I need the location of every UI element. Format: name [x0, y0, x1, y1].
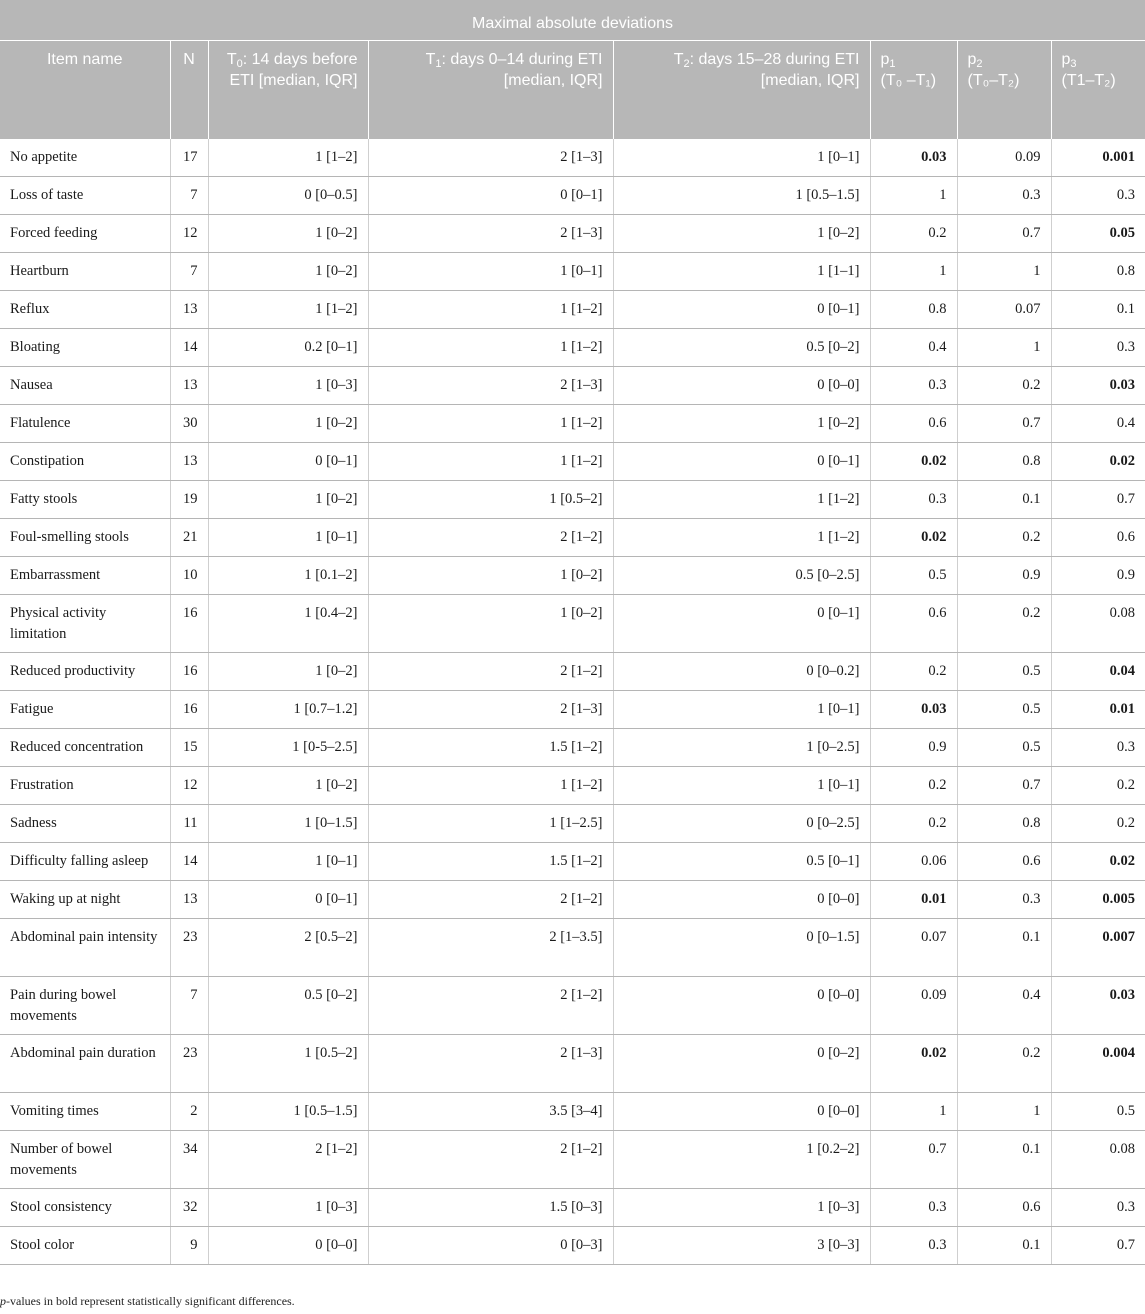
- cell-t1: 2 [1–2]: [368, 881, 613, 919]
- cell-item: Abdominal pain intensity: [0, 919, 170, 977]
- cell-t2: 1 [0–1]: [613, 691, 870, 729]
- header-p3: $p_3$ (T1–T₂): [1051, 41, 1145, 139]
- cell-t2: 1 [0–1]: [613, 767, 870, 805]
- cell-p1: 0.6: [870, 405, 957, 443]
- table-row: [0, 291, 1145, 329]
- footnote-text: -values in bold represent statistically significant differences.: [6, 1294, 295, 1308]
- table-row: [0, 329, 1145, 367]
- table-row: [0, 443, 1145, 481]
- table-row: [0, 881, 1145, 919]
- cell-p3: 0.007: [1051, 919, 1145, 977]
- cell-p3: 0.03: [1051, 977, 1145, 1035]
- cell-p3: 0.04: [1051, 653, 1145, 691]
- table-row: [0, 367, 1145, 405]
- cell-p2: 0.5: [957, 691, 1051, 729]
- cell-p3: 0.01: [1051, 691, 1145, 729]
- cell-p2: 0.8: [957, 443, 1051, 481]
- cell-t2: 0 [0–1]: [613, 443, 870, 481]
- cell-t1: 2 [1–3]: [368, 691, 613, 729]
- header-n: N: [170, 41, 208, 139]
- cell-t2: 1 [0–2]: [613, 405, 870, 443]
- cell-p1: 0.8: [870, 291, 957, 329]
- cell-n: 2: [170, 1093, 208, 1131]
- cell-t0: 2 [0.5–2]: [208, 919, 368, 977]
- cell-p2: 0.3: [957, 177, 1051, 215]
- cell-n: 16: [170, 595, 208, 653]
- cell-p3: 0.08: [1051, 595, 1145, 653]
- cell-item: Waking up at night: [0, 881, 170, 919]
- cell-n: 9: [170, 1227, 208, 1265]
- cell-item: No appetite: [0, 139, 170, 177]
- cell-t0: 0.5 [0–2]: [208, 977, 368, 1035]
- cell-t0: 1 [0–2]: [208, 481, 368, 519]
- cell-t2: 0 [0–1]: [613, 595, 870, 653]
- cell-n: 10: [170, 557, 208, 595]
- cell-t1: 1 [0–2]: [368, 595, 613, 653]
- cell-item: Forced feeding: [0, 215, 170, 253]
- cell-t1: 2 [1–2]: [368, 1131, 613, 1189]
- cell-t2: 0 [0–0]: [613, 977, 870, 1035]
- cell-p3: 0.004: [1051, 1035, 1145, 1093]
- cell-t0: 1 [0–3]: [208, 367, 368, 405]
- table-row: [0, 1093, 1145, 1131]
- cell-t2: 0 [0–1]: [613, 291, 870, 329]
- cell-p2: 0.3: [957, 881, 1051, 919]
- cell-p3: 0.3: [1051, 1189, 1145, 1227]
- table-row: [0, 215, 1145, 253]
- cell-t2: 1 [0–2.5]: [613, 729, 870, 767]
- cell-item: Reflux: [0, 291, 170, 329]
- cell-p3: 0.03: [1051, 367, 1145, 405]
- cell-p1: 0.02: [870, 443, 957, 481]
- cell-item: Reduced productivity: [0, 653, 170, 691]
- cell-t2: 0 [0–0.2]: [613, 653, 870, 691]
- cell-t1: 2 [1–3.5]: [368, 919, 613, 977]
- cell-item: Loss of taste: [0, 177, 170, 215]
- cell-item: Nausea: [0, 367, 170, 405]
- cell-item: Stool consistency: [0, 1189, 170, 1227]
- cell-n: 21: [170, 519, 208, 557]
- table-row: [0, 1189, 1145, 1227]
- cell-p3: 0.4: [1051, 405, 1145, 443]
- cell-item: Fatigue: [0, 691, 170, 729]
- cell-t2: 0.5 [0–2.5]: [613, 557, 870, 595]
- cell-p2: 0.6: [957, 843, 1051, 881]
- table-row: [0, 1035, 1145, 1093]
- cell-t0: 0 [0–0]: [208, 1227, 368, 1265]
- cell-item: Abdominal pain duration: [0, 1035, 170, 1093]
- cell-n: 19: [170, 481, 208, 519]
- cell-t0: 1 [0–2]: [208, 653, 368, 691]
- cell-item: Reduced concentration: [0, 729, 170, 767]
- cell-p2: 0.7: [957, 215, 1051, 253]
- cell-item: Physical activity limitation: [0, 595, 170, 653]
- cell-p1: 0.2: [870, 653, 957, 691]
- cell-t2: 0 [0–0]: [613, 1093, 870, 1131]
- cell-p2: 0.5: [957, 653, 1051, 691]
- cell-item: Foul-smelling stools: [0, 519, 170, 557]
- cell-p1: 0.3: [870, 367, 957, 405]
- cell-t0: 1 [0.1–2]: [208, 557, 368, 595]
- cell-n: 23: [170, 919, 208, 977]
- cell-n: 13: [170, 443, 208, 481]
- table-row: [0, 919, 1145, 977]
- table-row: [0, 977, 1145, 1035]
- cell-t1: 1 [1–2]: [368, 443, 613, 481]
- cell-t0: 0 [0–0.5]: [208, 177, 368, 215]
- cell-t2: 0.5 [0–2]: [613, 329, 870, 367]
- cell-p2: 0.4: [957, 977, 1051, 1035]
- cell-p3: 0.001: [1051, 139, 1145, 177]
- cell-p2: 0.1: [957, 481, 1051, 519]
- cell-p1: 0.3: [870, 1227, 957, 1265]
- cell-t0: 1 [0–2]: [208, 405, 368, 443]
- cell-item: Sadness: [0, 805, 170, 843]
- cell-t0: 1 [0–1]: [208, 519, 368, 557]
- table-row: [0, 767, 1145, 805]
- cell-item: Fatty stools: [0, 481, 170, 519]
- cell-p1: 1: [870, 1093, 957, 1131]
- cell-t1: 2 [1–2]: [368, 519, 613, 557]
- cell-p1: 0.6: [870, 595, 957, 653]
- cell-p2: 0.7: [957, 405, 1051, 443]
- header-t2: $T_2$: days 15–28 during ETI [median, IQR]: [613, 41, 870, 139]
- cell-t1: 2 [1–3]: [368, 367, 613, 405]
- cell-p2: 0.2: [957, 1035, 1051, 1093]
- cell-n: 30: [170, 405, 208, 443]
- cell-t1: 2 [1–3]: [368, 1035, 613, 1093]
- cell-p3: 0.2: [1051, 805, 1145, 843]
- cell-p1: 1: [870, 253, 957, 291]
- cell-p3: 0.005: [1051, 881, 1145, 919]
- cell-p3: 0.08: [1051, 1131, 1145, 1189]
- cell-p1: 0.2: [870, 805, 957, 843]
- cell-t2: 1 [0.5–1.5]: [613, 177, 870, 215]
- cell-t2: 1 [0–1]: [613, 139, 870, 177]
- table-row: [0, 177, 1145, 215]
- cell-p3: 0.6: [1051, 519, 1145, 557]
- cell-p1: 0.2: [870, 767, 957, 805]
- cell-n: 12: [170, 767, 208, 805]
- cell-t1: 1.5 [0–3]: [368, 1189, 613, 1227]
- cell-p3: 0.7: [1051, 1227, 1145, 1265]
- cell-p3: 0.9: [1051, 557, 1145, 595]
- cell-t1: 2 [1–2]: [368, 653, 613, 691]
- cell-p1: 0.02: [870, 1035, 957, 1093]
- cell-n: 7: [170, 977, 208, 1035]
- cell-p1: 0.03: [870, 691, 957, 729]
- cell-n: 23: [170, 1035, 208, 1093]
- cell-item: Constipation: [0, 443, 170, 481]
- cell-p1: 0.2: [870, 215, 957, 253]
- cell-t2: 1 [0–2]: [613, 215, 870, 253]
- table-row: [0, 405, 1145, 443]
- cell-p2: 0.9: [957, 557, 1051, 595]
- cell-n: 15: [170, 729, 208, 767]
- cell-t0: 1 [0.4–2]: [208, 595, 368, 653]
- table-row: [0, 653, 1145, 691]
- cell-n: 13: [170, 291, 208, 329]
- cell-t1: 2 [1–2]: [368, 977, 613, 1035]
- cell-n: 17: [170, 139, 208, 177]
- cell-p2: 0.1: [957, 919, 1051, 977]
- cell-p3: 0.7: [1051, 481, 1145, 519]
- cell-p2: 0.2: [957, 595, 1051, 653]
- table-row: [0, 139, 1145, 177]
- cell-n: 13: [170, 367, 208, 405]
- cell-t0: 1 [0–1.5]: [208, 805, 368, 843]
- cell-n: 11: [170, 805, 208, 843]
- cell-n: 7: [170, 253, 208, 291]
- cell-p1: 0.09: [870, 977, 957, 1035]
- cell-t2: 0 [0–2.5]: [613, 805, 870, 843]
- table-row: [0, 691, 1145, 729]
- cell-p1: 0.03: [870, 139, 957, 177]
- cell-item: Number of bowel movements: [0, 1131, 170, 1189]
- cell-p3: 0.8: [1051, 253, 1145, 291]
- cell-t1: 1.5 [1–2]: [368, 843, 613, 881]
- cell-t1: 1 [0.5–2]: [368, 481, 613, 519]
- cell-item: Bloating: [0, 329, 170, 367]
- cell-n: 14: [170, 843, 208, 881]
- cell-item: Flatulence: [0, 405, 170, 443]
- cell-n: 34: [170, 1131, 208, 1189]
- cell-t1: 0 [0–3]: [368, 1227, 613, 1265]
- header-p2: $p_2$ (T₀–T₂): [957, 41, 1051, 139]
- cell-p2: 0.7: [957, 767, 1051, 805]
- cell-t1: 2 [1–3]: [368, 139, 613, 177]
- table-row: [0, 557, 1145, 595]
- cell-p3: 0.05: [1051, 215, 1145, 253]
- cell-p3: 0.2: [1051, 767, 1145, 805]
- cell-p2: 0.09: [957, 139, 1051, 177]
- header-item-name: Item name: [0, 41, 170, 139]
- cell-t2: 1 [0.2–2]: [613, 1131, 870, 1189]
- cell-p1: 0.4: [870, 329, 957, 367]
- table-row: [0, 805, 1145, 843]
- cell-item: Embarrassment: [0, 557, 170, 595]
- table-row: [0, 519, 1145, 557]
- cell-n: 32: [170, 1189, 208, 1227]
- cell-p2: 0.5: [957, 729, 1051, 767]
- cell-t1: 1 [0–2]: [368, 557, 613, 595]
- cell-t1: 1 [1–2]: [368, 767, 613, 805]
- cell-item: Heartburn: [0, 253, 170, 291]
- cell-n: 12: [170, 215, 208, 253]
- cell-p3: 0.5: [1051, 1093, 1145, 1131]
- cell-t1: 2 [1–3]: [368, 215, 613, 253]
- table-row: [0, 481, 1145, 519]
- cell-t0: 1 [0.5–1.5]: [208, 1093, 368, 1131]
- cell-p2: 0.1: [957, 1227, 1051, 1265]
- cell-t1: 3.5 [3–4]: [368, 1093, 613, 1131]
- table-row: [0, 1131, 1145, 1189]
- cell-p2: 0.8: [957, 805, 1051, 843]
- header-p1: $p_1$ (T₀ –T₁): [870, 41, 957, 139]
- cell-item: Vomiting times: [0, 1093, 170, 1131]
- cell-t0: 0.2 [0–1]: [208, 329, 368, 367]
- table-row: [0, 253, 1145, 291]
- cell-t2: 1 [1–2]: [613, 481, 870, 519]
- cell-t1: 1 [1–2]: [368, 291, 613, 329]
- cell-p1: 0.02: [870, 519, 957, 557]
- cell-n: 7: [170, 177, 208, 215]
- footnote-italic: p: [0, 1294, 6, 1308]
- cell-t2: 1 [0–3]: [613, 1189, 870, 1227]
- cell-item: Frustration: [0, 767, 170, 805]
- cell-item: Difficulty falling asleep: [0, 843, 170, 881]
- cell-p2: 0.2: [957, 519, 1051, 557]
- cell-p2: 0.07: [957, 291, 1051, 329]
- cell-t0: 1 [0-5–2.5]: [208, 729, 368, 767]
- cell-t2: 0 [0–0]: [613, 881, 870, 919]
- cell-t0: 2 [1–2]: [208, 1131, 368, 1189]
- table-row: [0, 843, 1145, 881]
- cell-item: Stool color: [0, 1227, 170, 1265]
- cell-p3: 0.02: [1051, 443, 1145, 481]
- cell-p3: 0.3: [1051, 177, 1145, 215]
- cell-p2: 0.1: [957, 1131, 1051, 1189]
- cell-p1: 0.07: [870, 919, 957, 977]
- cell-t1: 1 [1–2]: [368, 405, 613, 443]
- cell-p3: 0.1: [1051, 291, 1145, 329]
- cell-p2: 1: [957, 253, 1051, 291]
- cell-t0: 1 [0–2]: [208, 253, 368, 291]
- cell-t0: 1 [1–2]: [208, 139, 368, 177]
- cell-n: 14: [170, 329, 208, 367]
- cell-t1: 1.5 [1–2]: [368, 729, 613, 767]
- cell-t1: 1 [1–2]: [368, 329, 613, 367]
- cell-n: 16: [170, 691, 208, 729]
- cell-p3: 0.3: [1051, 329, 1145, 367]
- cell-item: Pain during bowel movements: [0, 977, 170, 1035]
- cell-t1: 1 [1–2.5]: [368, 805, 613, 843]
- header-t1: $T_1$: days 0–14 during ETI [median, IQR]: [368, 41, 613, 139]
- cell-t0: 1 [0.7–1.2]: [208, 691, 368, 729]
- cell-p2: 0.6: [957, 1189, 1051, 1227]
- cell-p2: 1: [957, 1093, 1051, 1131]
- cell-t0: 1 [0.5–2]: [208, 1035, 368, 1093]
- cell-p1: 0.06: [870, 843, 957, 881]
- cell-t2: 1 [1–2]: [613, 519, 870, 557]
- header-t0: $T_0$: 14 days before ETI [median, IQR]: [208, 41, 368, 139]
- cell-p3: 0.3: [1051, 729, 1145, 767]
- cell-n: 16: [170, 653, 208, 691]
- cell-p2: 0.2: [957, 367, 1051, 405]
- cell-p1: 0.7: [870, 1131, 957, 1189]
- cell-p1: 0.3: [870, 1189, 957, 1227]
- cell-t2: 0 [0–1.5]: [613, 919, 870, 977]
- cell-n: 13: [170, 881, 208, 919]
- cell-t0: 1 [0–1]: [208, 843, 368, 881]
- cell-t0: 1 [0–3]: [208, 1189, 368, 1227]
- cell-p1: 0.5: [870, 557, 957, 595]
- cell-t2: 0.5 [0–1]: [613, 843, 870, 881]
- table-row: [0, 1227, 1145, 1265]
- cell-t0: 1 [0–2]: [208, 215, 368, 253]
- cell-p2: 1: [957, 329, 1051, 367]
- footnote: [0, 1294, 295, 1314]
- cell-t1: 0 [0–1]: [368, 177, 613, 215]
- cell-p1: 0.01: [870, 881, 957, 919]
- cell-t2: 3 [0–3]: [613, 1227, 870, 1265]
- cell-t2: 1 [1–1]: [613, 253, 870, 291]
- cell-t0: 1 [0–2]: [208, 767, 368, 805]
- cell-p1: 1: [870, 177, 957, 215]
- cell-p1: 0.9: [870, 729, 957, 767]
- cell-t2: 0 [0–2]: [613, 1035, 870, 1093]
- table-title: Maximal absolute deviations: [0, 0, 1145, 41]
- cell-t2: 0 [0–0]: [613, 367, 870, 405]
- table-row: [0, 595, 1145, 653]
- cell-t0: 0 [0–1]: [208, 443, 368, 481]
- table-row: [0, 729, 1145, 767]
- cell-t0: 1 [1–2]: [208, 291, 368, 329]
- cell-t1: 1 [0–1]: [368, 253, 613, 291]
- cell-p1: 0.3: [870, 481, 957, 519]
- cell-t0: 0 [0–1]: [208, 881, 368, 919]
- cell-p3: 0.02: [1051, 843, 1145, 881]
